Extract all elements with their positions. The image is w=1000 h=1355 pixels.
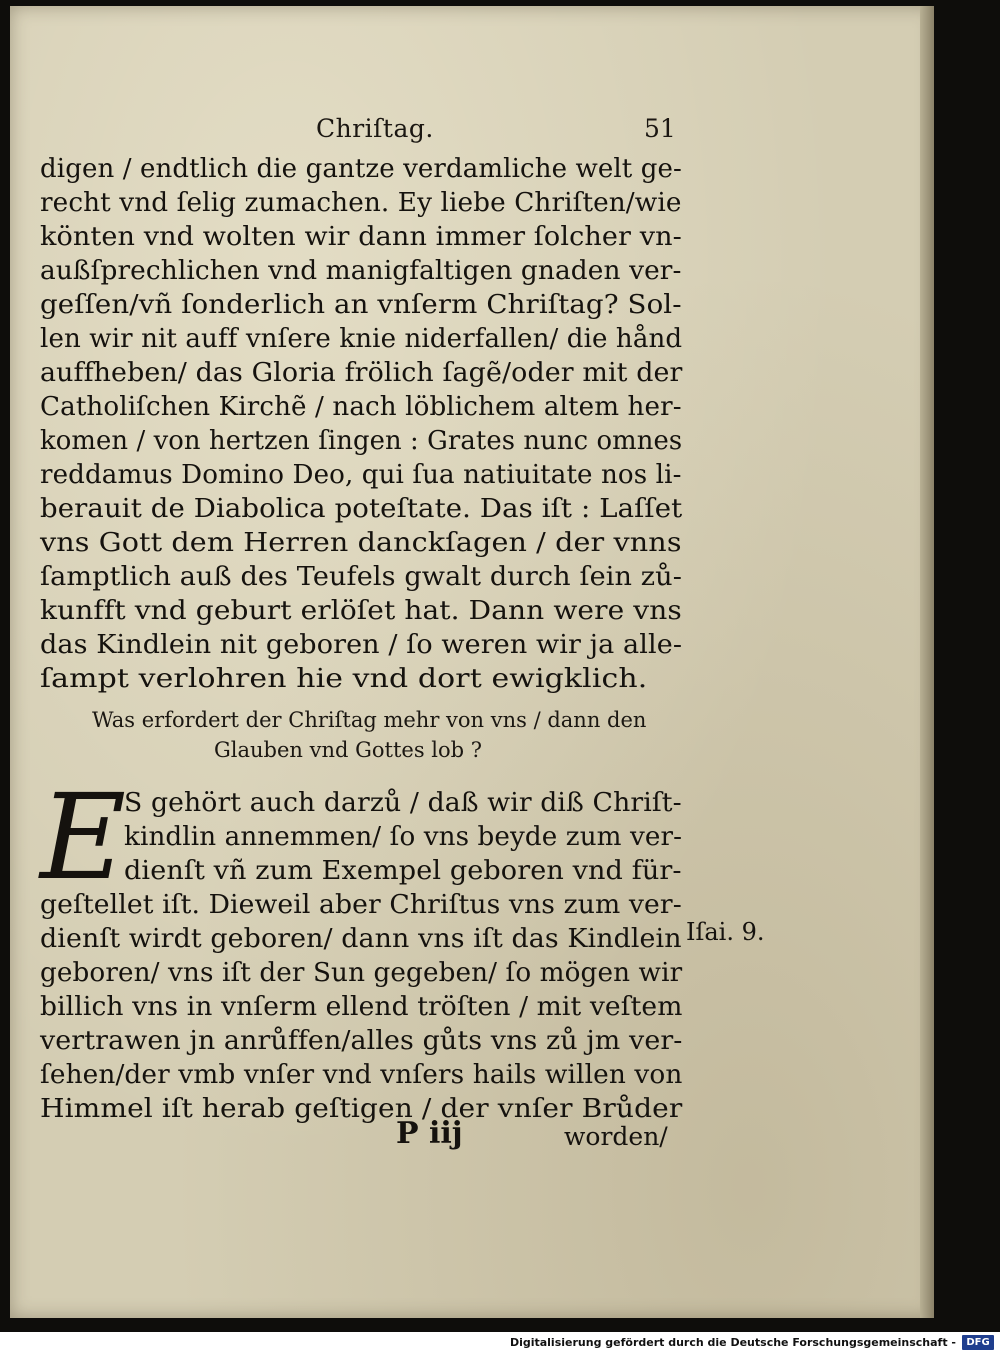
footer-bar (0, 1332, 1000, 1355)
text-line: dienſt vñ zum Exempel geboren vnd für- (124, 856, 682, 886)
text-line: das Kindlein nit geboren / ſo weren wir ja alle- (40, 630, 683, 660)
text-line: Himmel iſt herab geſtigen / der vnſer Brůder (40, 1094, 683, 1124)
text-line: vns Gott dem Herren danckſagen / der vnns (40, 528, 682, 558)
text-line: digen / endtlich die gantze verdamliche welt ge- (40, 154, 682, 184)
text-line: vertrawen jn anrůffen/alles gůts vns zů jm ver- (40, 1026, 683, 1056)
funding-credit: Digitalisierung gefördert durch die Deutsche Forschungsgemeinschaft - (509, 1336, 956, 1349)
text-line: ſehen/der vmb vnſer vnd vnſers hails willen von (40, 1060, 683, 1090)
signature-mark: P iij (396, 1116, 463, 1151)
section-heading-line-2: Glauben vnd Gottes lob ? (214, 738, 483, 762)
text-line: kunfft vnd geburt erlӧſet hat. Dann were vns (40, 596, 682, 626)
text-line: reddamus Domino Deo, qui ſua natiuitate nos li- (40, 460, 682, 490)
text-line: geboren/ vns iſt der Sun gegeben/ ſo mӧgen wir (40, 958, 683, 988)
text-line: Catholiſchen Kirchẽ / nach lӧblichem altem her- (40, 392, 682, 422)
dfg-logo[interactable]: DFG (962, 1335, 994, 1350)
text-line: außſprechlichen vnd manigfaltigen gnaden ver- (40, 256, 682, 286)
text-line: kӧnten vnd wolten wir dann immer ſolcher vn- (40, 222, 682, 252)
text-line: recht vnd ſelig zumachen. Ey liebe Chriſten/wie (40, 188, 682, 218)
margin-note: Iſai. 9. (686, 918, 765, 946)
running-title: Chriſtag. (316, 114, 434, 143)
page-number: 51 (644, 114, 676, 143)
text-line: kindlin annemmen/ ſo vns beyde zum ver- (124, 822, 683, 852)
text-line: geſſen/vñ ſonderlich an vnſerm Chriſtag? Sol- (40, 290, 682, 320)
text-line: dienſt wirdt geboren/ dann vns iſt das Kindlein (40, 924, 682, 954)
text-line: ſampt verlohren hie vnd dort ewigklich. (40, 664, 648, 694)
text-line: komen / von hertzen ſingen : Grates nunc omnes (40, 426, 683, 456)
text-line: geſtellet iſt. Dieweil aber Chriſtus vns zum ver- (40, 890, 682, 920)
text-line: billich vns in vnſerm ellend trӧſten / mit veſtem (40, 992, 683, 1022)
page-spine-shadow (920, 6, 934, 1318)
section-heading-line-1: Was erfordert der Chriſtag mehr von vns / dann den (92, 708, 647, 732)
drop-cap-initial: E (40, 768, 127, 906)
text-line: auffheben/ das Gloria frӧlich ſagẽ/oder mit der (40, 358, 683, 388)
page-header (10, 114, 934, 150)
text-line: len wir nit auff vnſere knie niderfallen/ die hånd (40, 324, 683, 354)
book-page (10, 6, 934, 1318)
text-line: berauit de Diabolica poteſtate. Das iſt : Laſſet (40, 494, 683, 524)
catchword: worden/ (564, 1122, 668, 1151)
text-line: ſamptlich auß des Teufels gwalt durch ſein zů- (40, 562, 682, 592)
text-line: S gehӧrt auch darzů / daß wir diß Chriſt- (124, 788, 682, 818)
